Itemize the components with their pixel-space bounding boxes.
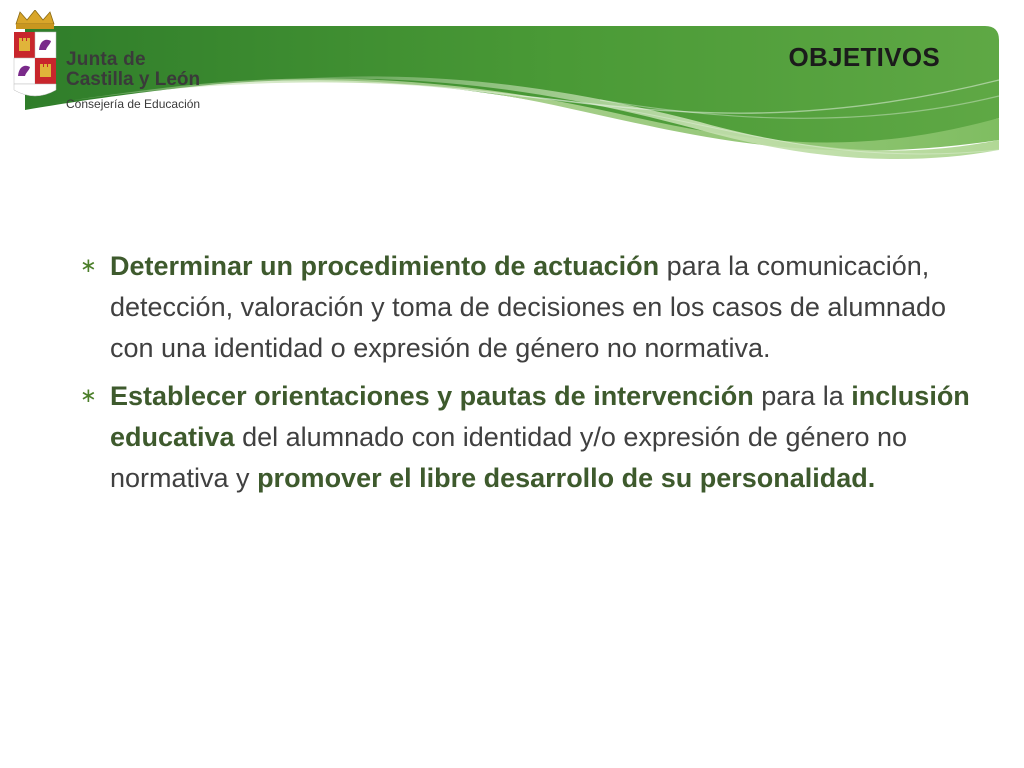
slide-title: OBJETIVOS bbox=[788, 42, 940, 72]
asterisk-bullet-icon: ∗ bbox=[80, 385, 97, 407]
logo-title-line2: Castilla y León bbox=[66, 69, 201, 90]
objective-item bbox=[80, 246, 985, 369]
objective-text: del alumnado con identidad y/o expresión de género no normativa y bbox=[110, 422, 908, 493]
asterisk-bullet-icon: ∗ bbox=[80, 255, 97, 277]
logo-subtitle: Consejería de Educación bbox=[66, 97, 201, 111]
logo-title-line1: Junta de bbox=[66, 49, 146, 70]
objective-bold-text: Determinar un procedimiento de actuación bbox=[110, 251, 660, 281]
objective-bold-text: Establecer orientaciones y pautas de intervención bbox=[110, 381, 754, 411]
objective-item bbox=[80, 376, 985, 499]
objectives-list bbox=[80, 246, 985, 506]
objective-bold-text: promover el libre desarrollo de su personalidad. bbox=[257, 463, 876, 493]
objective-text: para la comunicación, detección, valoración y toma de decisiones en los casos de alumnado con una identidad o expresión de género no normativa. bbox=[110, 251, 946, 363]
coat-of-arms-icon bbox=[10, 10, 60, 100]
logo bbox=[6, 10, 236, 110]
objective-text: para la bbox=[753, 381, 852, 411]
objective-bold-text: inclusión educativa bbox=[110, 381, 970, 452]
